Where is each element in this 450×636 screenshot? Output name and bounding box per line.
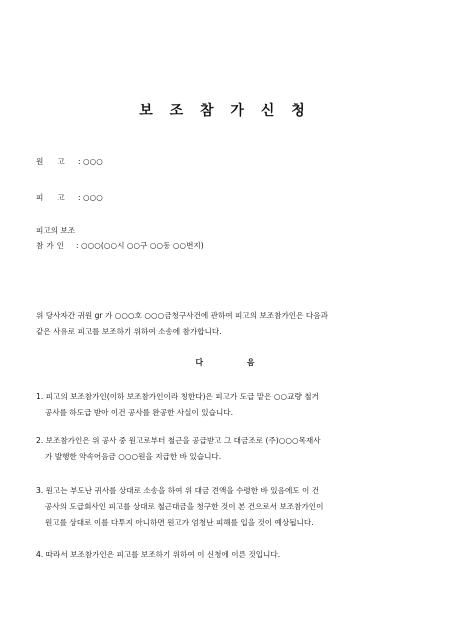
list-item <box>36 547 280 563</box>
section-heading <box>0 357 450 368</box>
item-line: 원고를 상대로 이를 다투지 아니하면 원고가 엄청난 피해를 입을 것이 예상됩니다. <box>45 518 314 527</box>
intro-paragraph <box>36 308 328 340</box>
defendant-line <box>36 193 103 203</box>
intro-line: 위 당사자간 귀원 gr 가 ○○○호 ○○○금청구사건에 관하여 피고의 보조참가인은 다음과 <box>36 311 328 320</box>
defendant-label: 피고 <box>36 193 79 202</box>
section-heading-right: 음 <box>247 358 255 367</box>
item-line: 4. 따라서 보조참가인은 피고를 보조하기 위하여 이 신청에 이른 것입니다. <box>36 550 281 559</box>
plaintiff-line <box>36 157 103 167</box>
item-line: 3. 원고는 부도난 귀사를 상대로 소송을 하여 위 대금 견액을 수령한 바 있음에도 이 건 <box>36 486 320 495</box>
item-line: 공사를 하도급 받아 이건 공사를 완공한 사실이 있습니다. <box>45 408 234 417</box>
item-line: 공사의 도급회사인 피고를 상대로 철근대금을 청구한 것이 본 건으로서 보조참가인이 <box>45 502 324 511</box>
intervenor-line <box>36 241 204 251</box>
defendant-value: : ○○○ <box>78 193 103 202</box>
document-title: 보 조 참 가 신 청 <box>139 103 311 119</box>
list-item <box>36 389 319 421</box>
plaintiff-label: 원고 <box>36 157 79 166</box>
intervenor-label: 참가인 <box>36 241 68 250</box>
section-heading-left: 다 <box>195 358 203 367</box>
item-line: 가 발행한 약속어음금 ○○○원을 지급한 바 있습니다. <box>45 452 222 461</box>
item-line: 1. 피고의 보조참가인(이하 보조참가인이라 칭한다)은 피고가 도급 맡은 ○○교량 철거 <box>36 392 319 401</box>
intro-line: 같은 사유로 피고를 보조하기 위하여 소송에 참가합니다. <box>36 327 222 336</box>
list-item <box>36 433 321 465</box>
list-item <box>36 483 323 531</box>
intervenor-heading: 피고의 보조 <box>36 226 76 235</box>
item-line: 2. 보조참가인은 위 공사 중 원고로부터 철근을 공급받고 그 대금조로 (주)○○○목재사 <box>36 436 321 445</box>
intervenor-value: : ○○○(○○시 ○○구 ○○동 ○○번지) <box>76 241 204 250</box>
plaintiff-value: : ○○○ <box>78 157 103 166</box>
